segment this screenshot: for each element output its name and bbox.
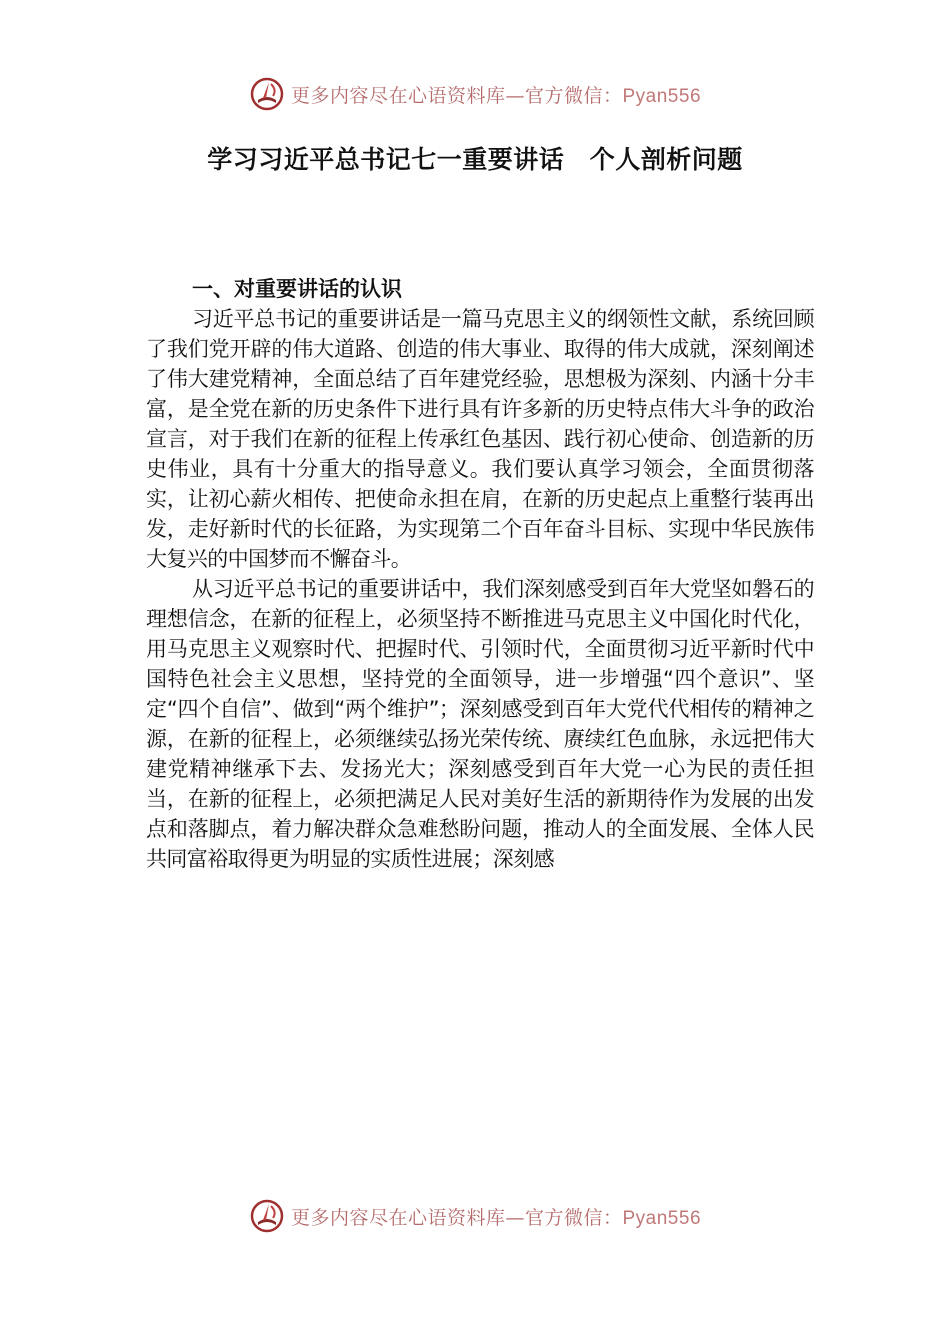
paragraph-2: 从习近平总书记的重要讲话中，我们深刻感受到百年大党坚如磐石的理想信念，在新的征程上，必须坚持不断推进马克思主义中国化时代化，用马克思主义观察时代、把握时代、引领时代，全面贯彻习近平新时代中国特色社会主义思想，坚持党的全面领导，进一步增强“四个意识”、坚定“四个自信”、做到“两个维护”；深刻感受到百年大党代代相传的精神之源，在新的征程上，必须继续弘扬光荣传统、赓续红色血脉，永远把伟大建党精神继承下去、发扬光大；深刻感受到百年大党一心为民的责任担当，在新的征程上，必须把满足人民对美好生活的新期待作为发展的出发点和落脚点，着力解决群众急难愁盼问题，推动人的全面发展、全体人民共同富裕取得更为明显的实质性进展；深刻感 — [146, 577, 814, 871]
paragraph-1: 习近平总书记的重要讲话是一篇马克思主义的纲领性文献，系统回顾了我们党开辟的伟大道路、创造的伟大事业、取得的伟大成就，深刻阐述了伟大建党精神，全面总结了百年建党经验，思想极为深刻、内涵十分丰富，是全党在新的历史条件下进行具有许多新的历史特点伟大斗争的政治宣言，对于我们在新的征程上传承红色基因、践行初心使命、创造新的历史伟业，具有十分重大的指导意义。我们要认真学习领会，全面贯彻落实，让初心薪火相传、把使命永担在肩，在新的历史起点上重整行装再出发，走好新时代的长征路，为实现第二个百年奋斗目标、实现中华民族伟大复兴的中国梦而不懈奋斗。 — [146, 307, 814, 571]
section-heading: 一、对重要讲话的认识 — [192, 277, 402, 301]
document-title: 学习习近平总书记七一重要讲话 个人剖析问题 — [207, 145, 743, 174]
book-quill-logo-icon — [249, 76, 285, 112]
watermark-text: 更多内容尽在心语资料库—官方微信：Pyan556 — [290, 1206, 702, 1229]
document-body — [146, 274, 814, 874]
footer-watermark — [0, 1196, 950, 1236]
header-watermark — [0, 74, 950, 114]
watermark-text: 更多内容尽在心语资料库—官方微信：Pyan556 — [290, 84, 702, 107]
watermark-wechat-id: Pyan556 — [622, 1207, 702, 1229]
book-quill-logo-icon — [249, 1198, 285, 1234]
watermark-wechat-id: Pyan556 — [622, 85, 702, 107]
